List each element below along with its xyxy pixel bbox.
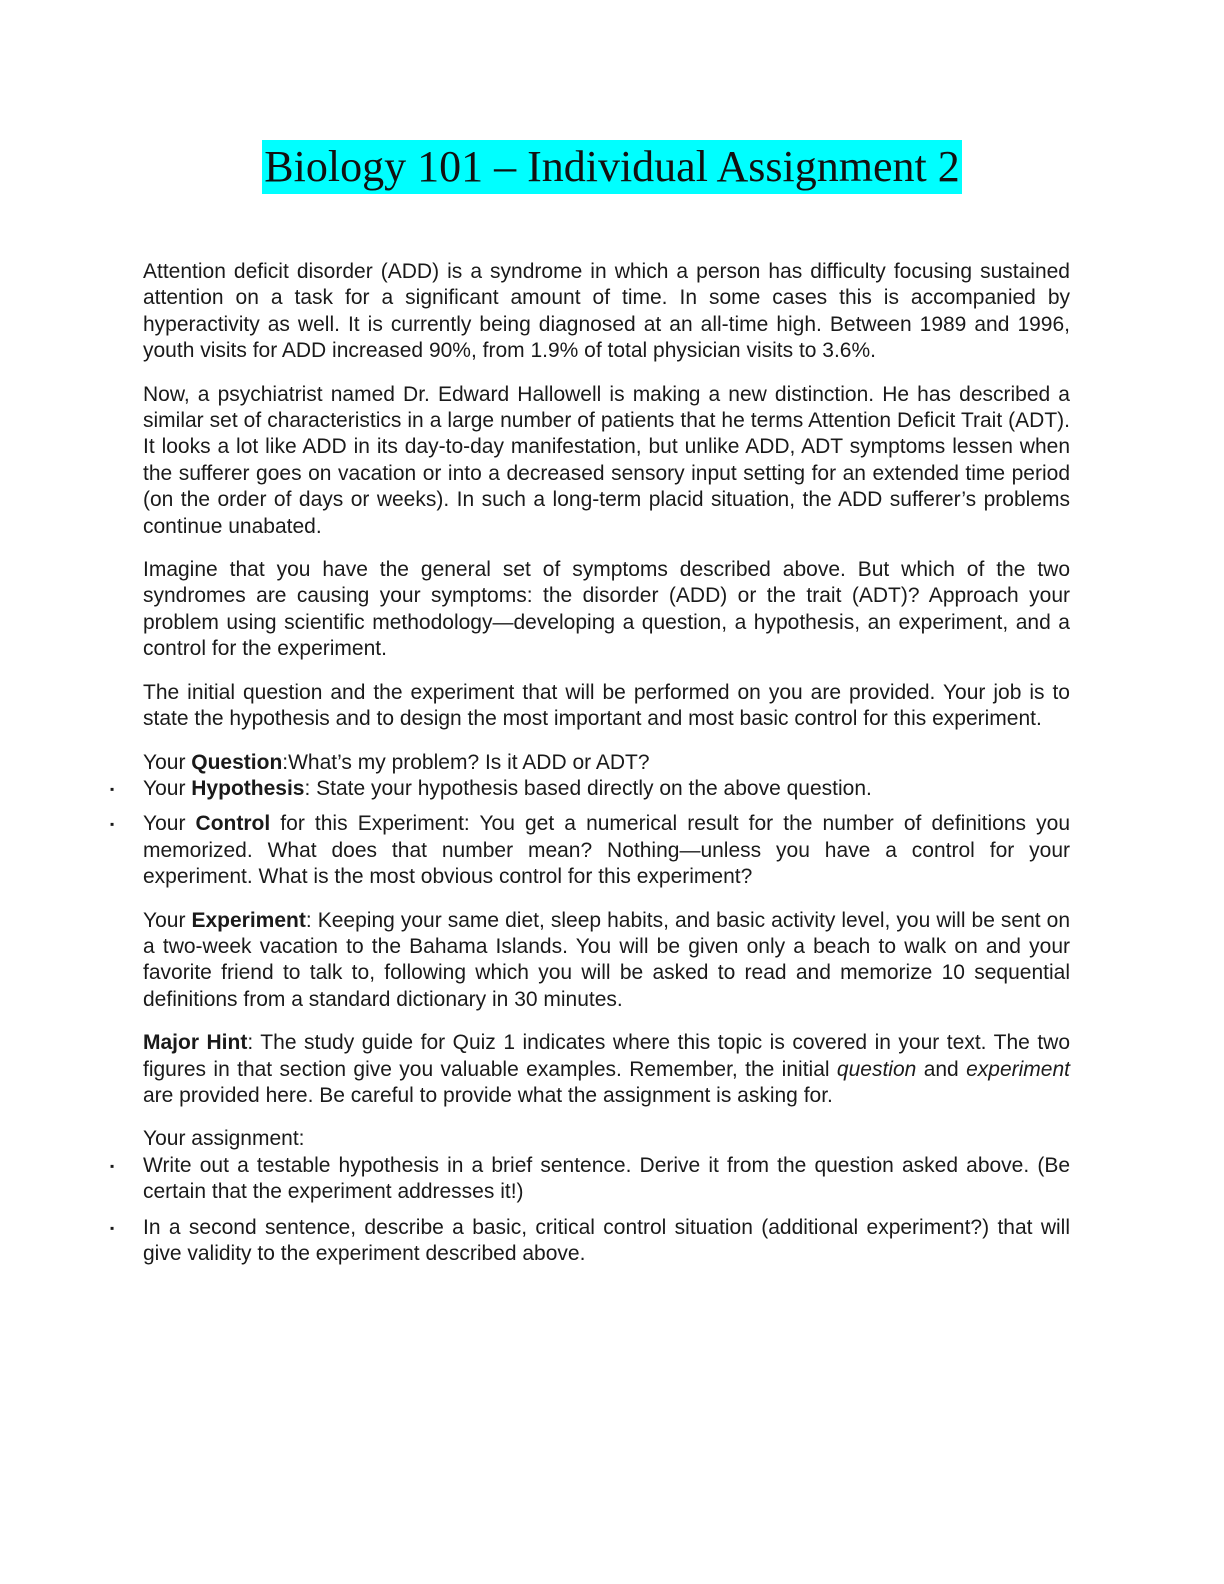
bullet-square-icon: ▪ — [110, 817, 115, 832]
hint-italic-question: question — [836, 1057, 917, 1081]
hypothesis-item — [110, 776, 1070, 802]
experiment-text: : Keeping your same diet, sleep habits, and basic activity level, you will be sent on a two-week vacation to the Bahama Islands. You will be given only a beach to walk on and your favorite friend to talk to, following which you will be asked to read and memorize 10 sequential definitions from a standard dictionary in 30 minutes. — [143, 908, 1071, 1011]
experiment-prefix: Your — [143, 908, 192, 932]
control-label: Control — [195, 812, 271, 836]
paragraph-adt-distinction: Now, a psychiatrist named Dr. Edward Hallowell is making a new distinction. He has described a similar set of characteristics in a large number of patients that he terms Attention Deficit Trait (ADT). It looks a lot like ADD in its day-to-day manifestation, but unlike ADD, ADT symptoms lessen when the sufferer goes on vacation or into a decreased sensory input setting for an extended time period (on the order of days or weeks). In such a long-term placid situation, the ADD sufferer’s problems continue unabated. — [143, 382, 1070, 538]
paragraph-add-intro: Attention deficit disorder (ADD) is a syndrome in which a person has difficulty focusing sustained attention on a task for a significant amount of time. In some cases this is accompanied by hyperactivity as well. It is currently being diagnosed at an all-time high. Between 1989 and 1996, youth visits for ADD increased 90%, from 1.9% of total physician visits to 3.6%. — [143, 260, 1070, 363]
assignment-item-control — [110, 1215, 1070, 1268]
paragraph-imagine: Imagine that you have the general set of symptoms described above. But which of the two syndromes are causing your symptoms: the disorder (ADD) or the trait (ADT)? Approach your problem using scientific methodology—developing a question, a hypothesis, an experiment, and a control for the experiment. — [143, 558, 1070, 661]
control-text: for this Experiment: You get a numerical result for the number of definitions you memorized. What does that number mean? Nothing—unless you have a control for your experiment. What is the most obvious control for this experiment? — [143, 812, 1071, 889]
hint-label: Major Hint — [143, 1031, 248, 1055]
hint-text-3: are provided here. Be careful to provide what the assignment is asking for. — [143, 1083, 833, 1107]
hint-text-1: : The study guide for Quiz 1 indicates where this topic is covered in your text. The two figures in that section give you valuable examples. Remember, the initial — [143, 1031, 1070, 1081]
question-prefix: Your — [143, 750, 192, 774]
experiment-paragraph — [143, 908, 1070, 1014]
control-prefix: Your — [143, 812, 196, 836]
bullet-square-icon: ▪ — [110, 781, 115, 796]
assignment-item-text: In a second sentence, describe a basic, critical control situation (additional experiment?) that will give validity to the experiment described above. — [143, 1215, 1070, 1265]
question-line — [143, 750, 1070, 776]
experiment-label: Experiment — [191, 908, 306, 932]
assignment-item-hypothesis — [110, 1153, 1070, 1206]
bullet-square-icon: ▪ — [110, 1158, 115, 1173]
title-container — [0, 140, 1224, 194]
paragraph-instructions: The initial question and the experiment that will be performed on you are provided. Your job is to state the hypothesis and to design the most important and most basic control for this experiment. — [143, 680, 1070, 731]
assignment-heading: Your assignment: — [143, 1127, 305, 1151]
hint-text-2: and — [916, 1057, 967, 1081]
page-title: Biology 101 – Individual Assignment 2 — [262, 140, 961, 194]
hint-paragraph — [143, 1030, 1070, 1109]
question-text: :What’s my problem? Is it ADD or ADT? — [282, 750, 650, 774]
hypothesis-label: Hypothesis — [191, 776, 305, 800]
hint-italic-experiment: experiment — [966, 1057, 1070, 1081]
hypothesis-prefix: Your — [143, 776, 192, 800]
control-item — [110, 811, 1071, 890]
question-label: Question — [191, 750, 283, 774]
assignment-item-text: Write out a testable hypothesis in a brief sentence. Derive it from the question asked above. (Be certain that the experiment addresses it!) — [143, 1153, 1070, 1204]
document-body — [110, 259, 1071, 1267]
hypothesis-text: : State your hypothesis based directly on the above question. — [304, 776, 872, 800]
bullet-square-icon: ▪ — [110, 1220, 115, 1235]
